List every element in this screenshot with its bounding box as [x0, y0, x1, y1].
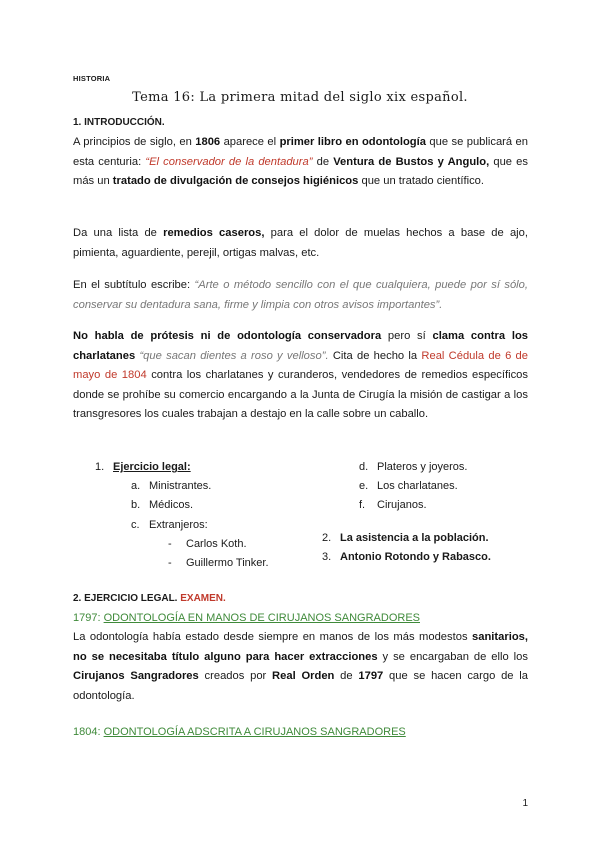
- text-run: Real Orden: [272, 670, 335, 682]
- text-run: creados por: [198, 670, 273, 682]
- outline-sub-c: [131, 516, 208, 535]
- text-run: y se encargaban de ello los: [377, 650, 528, 663]
- list-number: 2.: [322, 532, 332, 544]
- outline-item-1: [95, 458, 191, 477]
- text-run: contra los charlatanes y curanderos, vendedores de remedios específicos donde se prohíbe su comercio encargando a la Junta de Cirugía la misión de castigar a los transgresores los cuales trabajan a destajo en la calle sobre un caballo.: [73, 369, 528, 420]
- page-number: 1: [522, 798, 528, 809]
- outline-item-2: [322, 529, 489, 548]
- text-run: que se hacen cargo de la odontología.: [73, 670, 528, 702]
- text-run: para el dolor de muelas hechos a base de ajo, pimienta, aguardiente, perejil, ortigas malvas, etc.: [73, 227, 528, 259]
- text-run: sanitarios, no se necesitaba título alguno para hacer extracciones: [73, 631, 528, 663]
- page-title: Tema 16: La primera mitad del siglo xix español.: [132, 90, 468, 105]
- text-run: 1806: [195, 136, 221, 148]
- text-run: No habla de prótesis ni de odontología conservadora: [73, 330, 382, 342]
- list-text: Carlos Koth.: [186, 538, 247, 550]
- text-run: A principios de siglo, en: [73, 136, 196, 148]
- text-run: En el subtítulo escribe:: [73, 279, 195, 291]
- list-dash: -: [168, 557, 172, 569]
- link-odontologia-cirujanos[interactable]: ODONTOLOGÍA EN MANOS DE CIRUJANOS SANGRADORES: [103, 612, 420, 624]
- list-text: Antonio Rotondo y Rabasco.: [340, 551, 491, 563]
- outline-sub-e: [359, 477, 458, 496]
- list-text: Cirujanos.: [377, 499, 427, 511]
- outline-item-1-label: Ejercicio legal:: [113, 461, 191, 473]
- list-text: Plateros y joyeros.: [377, 461, 468, 473]
- text-run: remedios caseros,: [163, 227, 265, 239]
- section-2-paragraph: [73, 628, 528, 706]
- timeline-1804: [73, 723, 406, 742]
- list-letter: f.: [359, 499, 366, 511]
- timeline-1797: [73, 609, 420, 628]
- link-odontologia-adscrita[interactable]: ODONTOLOGÍA ADSCRITA A CIRUJANOS SANGRADORES: [103, 726, 406, 738]
- list-text: Extranjeros:: [149, 519, 208, 531]
- list-text: Guillermo Tinker.: [186, 557, 269, 569]
- text-run: Cirujanos Sangradores: [73, 670, 199, 682]
- list-text: Ministrantes.: [149, 480, 212, 492]
- outline-sub-a: [131, 477, 211, 496]
- list-dash: -: [168, 538, 172, 550]
- text-run: Cita de hecho la: [328, 349, 422, 362]
- year-label: 1804:: [73, 726, 101, 738]
- outline-sub-b: [131, 496, 193, 515]
- list-letter: c.: [131, 519, 140, 531]
- text-run: 1797: [358, 670, 384, 682]
- list-letter: a.: [131, 480, 141, 492]
- text-run: que es más un: [73, 155, 528, 187]
- list-letter: b.: [131, 499, 141, 511]
- list-text: La asistencia a la población.: [340, 532, 489, 544]
- text-run: tratado de divulgación de consejos higiénicos: [112, 175, 359, 187]
- text-run: Real Cédula de 6 de mayo de 1804: [73, 349, 528, 381]
- intro-paragraph-1: [73, 133, 528, 192]
- intro-paragraph-3: [73, 276, 528, 315]
- outline-item-3: [322, 548, 491, 567]
- text-run: Ventura de Bustos y Angulo,: [333, 155, 490, 168]
- text-run: de: [334, 670, 359, 682]
- list-letter: e.: [359, 480, 369, 492]
- exam-badge: EXAMEN.: [180, 593, 226, 604]
- text-run: aparece el: [220, 136, 280, 148]
- list-text: Los charlatanes.: [377, 480, 458, 492]
- text-run: primer libro en odontología: [279, 136, 426, 148]
- intro-heading: 1. INTRODUCCIÓN.: [73, 117, 165, 128]
- list-number: 1.: [95, 461, 105, 473]
- text-run: pero sí: [381, 330, 433, 342]
- text-run: “que sacan dientes a roso y velloso”.: [139, 349, 329, 362]
- text-run: La odontología había estado desde siempre en manos de los más modestos: [73, 631, 473, 643]
- text-run: que se publicará en esta centuria:: [73, 136, 529, 168]
- text-run: que un tratado científico.: [358, 175, 484, 187]
- text-run: Da una lista de: [73, 227, 164, 239]
- subject-tag: HISTORIA: [73, 74, 111, 83]
- list-letter: d.: [359, 461, 369, 473]
- intro-paragraph-4: [73, 327, 528, 425]
- year-label: 1797:: [73, 612, 101, 624]
- outline-sub-c-2: [168, 554, 269, 573]
- outline-sub-d: [359, 458, 467, 477]
- list-text: Médicos.: [149, 499, 194, 511]
- text-run: “El conservador de la dentadura”: [145, 155, 313, 168]
- text-run: “Arte o método sencillo con el que cualquiera, puede por sí sólo, conservar su dentadura sana, firme y limpia con otros avisos importantes”.: [73, 279, 528, 311]
- outline-sub-c-1: [168, 535, 247, 554]
- section-2-heading: [73, 593, 226, 604]
- list-number: 3.: [322, 551, 332, 563]
- intro-paragraph-2: [73, 224, 528, 263]
- section-2-heading-text: 2. EJERCICIO LEGAL.: [73, 593, 178, 604]
- text-run: clama contra los charlatanes: [73, 330, 529, 362]
- outline-sub-f: [359, 496, 427, 515]
- text-run: de: [312, 155, 334, 168]
